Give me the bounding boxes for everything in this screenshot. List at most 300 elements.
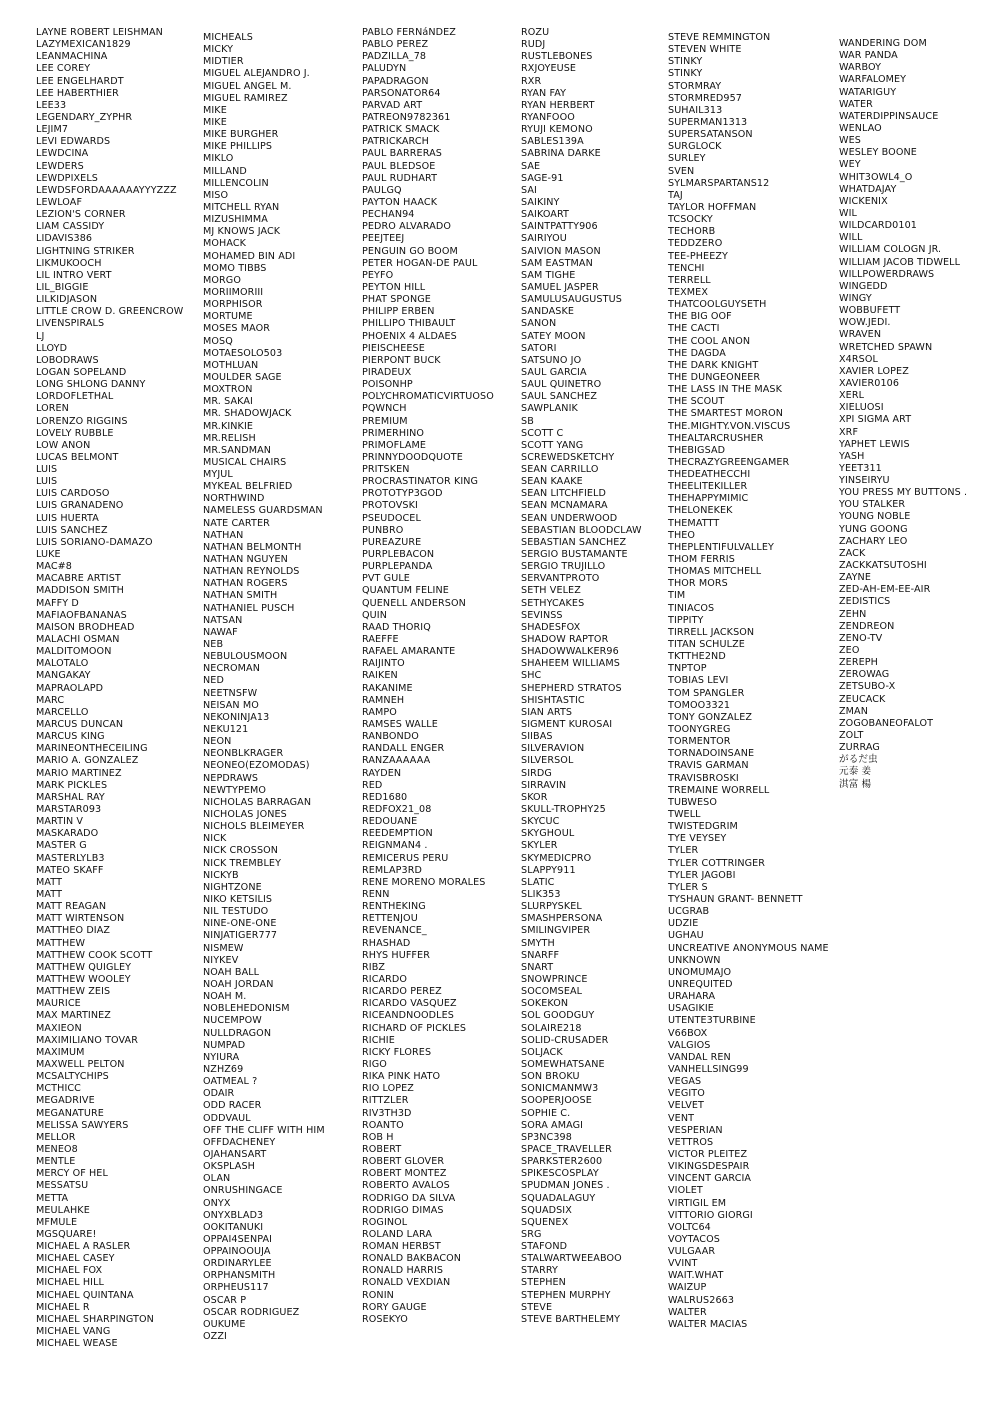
supporter-name: NIYKEV (203, 954, 239, 966)
supporter-name: ODDVAUL (203, 1112, 251, 1124)
supporter-name: LIKMUKOOCH (36, 257, 102, 269)
supporter-name: PAYTON HAACK (362, 196, 438, 208)
supporter-name: MILLAND (203, 165, 247, 177)
supporter-name: RAMNEH (362, 694, 405, 706)
supporter-name: RENN (362, 888, 390, 900)
supporter-name: MISO (203, 189, 229, 201)
supporter-name: MR.KINKIE (203, 420, 254, 432)
supporter-name: LUIS GRANADENO (36, 500, 124, 512)
supporter-name: SATEY MOON (521, 330, 586, 342)
supporter-name: ROBERT GLOVER (362, 1156, 445, 1168)
supporter-name: RAYDEN (362, 767, 402, 779)
supporter-name: MOHAMED BIN ADI (203, 250, 296, 262)
supporter-name: PHAT SPONGE (362, 294, 431, 306)
supporter-name: QUIN (362, 609, 387, 621)
supporter-name: TKTTHE2ND (668, 651, 726, 663)
supporter-name: NICK TREMBLEY (203, 857, 282, 869)
supporter-name: LUIS SANCHEZ (36, 524, 108, 536)
supporter-name: NEON (203, 736, 232, 748)
supporter-name: SABLES139A (521, 136, 584, 148)
supporter-name: THOMAS MITCHELL (668, 566, 762, 578)
supporter-name: PALUDYN (362, 63, 407, 75)
supporter-name: MATTHEW ZEIS (36, 986, 111, 998)
supporter-name: VANDAL REN (668, 1051, 731, 1063)
supporter-name: MALOTALO (36, 658, 89, 670)
supporter-name: SAI (521, 184, 537, 196)
supporter-name: MICKY (203, 44, 234, 56)
supporter-name: TORNADOINSANE (668, 748, 755, 760)
supporter-name: WIL (839, 207, 857, 219)
supporter-name: TIPPITY (668, 614, 704, 626)
supporter-name: ROBERTO AVALOS (362, 1180, 450, 1192)
supporter-name: NORTHWIND (203, 493, 265, 505)
supporter-name: WALTER MACIAS (668, 1318, 748, 1330)
supporter-name: PADZILLA_78 (362, 51, 427, 63)
supporter-name: LILKIDJASON (36, 294, 98, 306)
supporter-name: WAIZUP (668, 1282, 707, 1294)
supporter-name: NATHAN BELMONTH (203, 541, 302, 553)
supporter-name: MICHAEL R (36, 1301, 90, 1313)
supporter-name: LJ (36, 330, 45, 342)
supporter-name: NULLDRAGON (203, 1027, 272, 1039)
supporter-name: SEBASTIAN BLOODCLAW (521, 524, 642, 536)
supporter-name: PAUL BLEDSOE (362, 160, 436, 172)
supporter-name: MARIO MARTINEZ (36, 767, 122, 779)
supporter-name: RIV3TH3D (362, 1107, 412, 1119)
supporter-name: SURLEY (668, 153, 706, 165)
supporter-name: THECRAZYGREENGAMER (668, 456, 790, 468)
supporter-name: SNOWPRINCE (521, 973, 588, 985)
supporter-name: RAAD THORIQ (362, 621, 431, 633)
supporter-name: ZETSUBO-X (839, 681, 896, 693)
supporter-name: UCGRAB (668, 906, 710, 918)
supporter-name: WILDCARD0101 (839, 220, 917, 232)
supporter-name: SAWPLANIK (521, 403, 578, 415)
supporter-name: RYAN HERBERT (521, 99, 595, 111)
supporter-name: VVINT (668, 1258, 698, 1270)
supporter-name: PHILLIPO THIBAULT (362, 318, 456, 330)
supporter-name: MARK PICKLES (36, 779, 108, 791)
supporter-name: STALWARTWEEABOO (521, 1253, 622, 1265)
supporter-name: LOBODRAWS (36, 354, 99, 366)
supporter-name: XERL (839, 390, 865, 402)
supporter-name: THEDEATHECCHI (668, 469, 751, 481)
supporter-name: MIGUEL ALEJANDRO J. (203, 68, 310, 80)
supporter-name: SKOR (521, 791, 548, 803)
supporter-name: ROMAN HERBST (362, 1241, 441, 1253)
supporter-name: NAMELESS GUARDSMAN (203, 505, 323, 517)
supporter-name: TENCHI (668, 262, 705, 274)
supporter-name: MALACHI OSMAN (36, 634, 120, 646)
supporter-name: MIKE BURGHER (203, 129, 279, 141)
supporter-name: RICHIE (362, 1034, 395, 1046)
supporter-name: MEGADRIVE (36, 1095, 95, 1107)
supporter-name: REMICERUS PERU (362, 852, 449, 864)
supporter-name: TAYLOR HOFFMAN (668, 201, 757, 213)
supporter-name: ROB H (362, 1131, 394, 1143)
supporter-name: PETER HOGAN-DE PAUL (362, 257, 478, 269)
supporter-name: NICHOLAS JONES (203, 809, 287, 820)
supporter-name: VULGAAR (668, 1246, 716, 1258)
supporter-name: WILLIAM COLOGN JR. (839, 244, 942, 256)
supporter-name: ZACK (839, 547, 866, 559)
supporter-name: WENLAO (839, 122, 882, 134)
supporter-name: VOLTC64 (668, 1221, 711, 1233)
supporter-name: SEAN UNDERWOOD (521, 512, 618, 524)
supporter-name: X4RSOL (839, 353, 878, 365)
supporter-name: XRF (839, 426, 859, 438)
supporter-name: MAPRAOLAPD (36, 682, 104, 694)
supporter-name: ROSEKYO (362, 1313, 408, 1325)
supporter-name: TYLER COTTRINGER (668, 857, 766, 869)
supporter-name: LEZION'S CORNER (36, 209, 126, 221)
supporter-name: TEXMEX (668, 286, 709, 298)
supporter-name: OPPAI4SENPAI (203, 1233, 273, 1245)
supporter-name: LIL INTRO VERT (36, 269, 112, 281)
supporter-name: MARCELLO (36, 706, 89, 718)
supporter-name: PAUL BARRERAS (362, 148, 442, 160)
supporter-name: NIL TESTUDO (203, 906, 269, 918)
supporter-name: UNCREATIVE ANONYMOUS NAME (668, 942, 829, 954)
supporter-name: THE BIG OOF (668, 311, 732, 323)
supporter-name: LEANMACHINA (36, 51, 108, 63)
supporter-name: PIEISCHEESE (362, 342, 425, 354)
supporter-name: LEE33 (36, 99, 67, 111)
supporter-name: RHYS HUFFER (362, 949, 430, 961)
supporter-name: LEWLOAF (36, 196, 83, 208)
supporter-name: SERGIO BUSTAMANTE (521, 549, 628, 561)
supporter-name: NIKO KETSILIS (203, 893, 273, 905)
supporter-name: POLYCHROMATICVIRTUOSO (362, 391, 494, 403)
supporter-name: PAPADRAGON (362, 75, 429, 87)
supporter-name: SAIKOART (521, 209, 569, 221)
supporter-name: SAUL GARCIA (521, 366, 587, 378)
supporter-name: ZEUCACK (839, 693, 886, 705)
supporter-name: MCTHICC (36, 1083, 81, 1095)
supporter-name: THE SMARTEST MORON (668, 408, 784, 420)
supporter-name: TRAVISBROSKI (668, 772, 739, 784)
supporter-name: VEGAS (668, 1076, 702, 1088)
supporter-name: TEE-PHEEZY (668, 250, 729, 262)
supporter-name: THE DAGDA (668, 347, 726, 359)
supporter-name: LOVELY RUBBLE (36, 427, 114, 439)
supporter-name: RAMPO (362, 706, 397, 718)
supporter-name: ROBERT MONTEZ (362, 1168, 447, 1180)
supporter-name: MICHAEL SHARPINGTON (36, 1313, 154, 1325)
supporter-name: MGSQUARE! (36, 1228, 97, 1240)
supporter-name: MARC (36, 694, 65, 706)
supporter-name: SRG (521, 1228, 542, 1240)
supporter-name: MICHAEL FOX (36, 1265, 103, 1277)
name-column-5 (668, 32, 829, 1331)
supporter-name: SKYGHOUL (521, 828, 575, 840)
supporter-name: THE DUNGEONEER (668, 371, 761, 383)
supporter-name: STEVE BARTHELEMY (521, 1313, 621, 1325)
supporter-name: WRAVEN (839, 329, 882, 341)
supporter-name: RICKY FLORES (362, 1046, 432, 1058)
supporter-name: SHADOWWALKER96 (521, 646, 619, 658)
supporter-name: LEWDCINA (36, 148, 89, 160)
supporter-name: STORMRAY (668, 80, 722, 92)
supporter-name: SAINTPATTY906 (521, 221, 598, 233)
supporter-name: STEPHEN (521, 1277, 566, 1289)
supporter-name: RXJOYEUSE (521, 63, 577, 75)
supporter-name: RAKANIME (362, 682, 413, 694)
supporter-name: VIRTIGIL EM (668, 1197, 727, 1209)
supporter-name: STEPHEN MURPHY (521, 1289, 611, 1301)
supporter-name: SLATIC (521, 876, 555, 888)
supporter-name: LUIS (36, 476, 58, 488)
supporter-name: LORDOFLETHAL (36, 391, 114, 403)
supporter-name: WES (839, 135, 861, 147)
supporter-name: MATT REAGAN (36, 901, 107, 913)
supporter-name: SUHAIL313 (668, 104, 723, 116)
supporter-name: TWELL (668, 809, 701, 820)
supporter-name: MAX MARTINEZ (36, 1010, 111, 1022)
supporter-name: PURPLEBACON (362, 549, 435, 561)
supporter-name: NISMEW (203, 942, 244, 954)
supporter-name: OZZI (203, 1331, 227, 1343)
supporter-name: REIGNMAN4 . (362, 840, 428, 852)
supporter-name: ZENDREON (839, 620, 895, 632)
supporter-name: MARTIN V (36, 816, 84, 828)
supporter-name: SAIRIYOU (521, 233, 567, 245)
supporter-name: MICHAEL QUINTANA (36, 1289, 134, 1301)
supporter-name: MICHAEL VANG (36, 1326, 111, 1338)
supporter-name: YAPHET LEWIS (839, 438, 910, 450)
supporter-name: SAIKINY (521, 196, 560, 208)
supporter-name: NATHAN ROGERS (203, 578, 288, 590)
supporter-name: SLURPYSKEL (521, 901, 582, 913)
supporter-name: NECROMAN (203, 663, 260, 675)
supporter-name: NEISAN MO (203, 699, 259, 711)
supporter-name: NICHOLS BLEIMEYER (203, 821, 305, 833)
supporter-name: MORIIMORIII (203, 286, 264, 298)
supporter-name: MEGANATURE (36, 1107, 104, 1119)
supporter-name: STINKY (668, 68, 703, 80)
supporter-name: RONALD HARRIS (362, 1265, 444, 1277)
supporter-name: POISONHP (362, 379, 413, 391)
supporter-name: SAIVION MASON (521, 245, 601, 257)
supporter-name: MIZUSHIMMA (203, 214, 268, 226)
supporter-name: SILVERSOL (521, 755, 574, 767)
supporter-name: THE SCOUT (668, 396, 725, 408)
supporter-name: ZAYNE (839, 572, 871, 584)
supporter-name: MERCY OF HEL (36, 1168, 108, 1180)
supporter-name: PATRICK SMACK (362, 124, 440, 136)
supporter-name: NEKU121 (203, 724, 249, 736)
supporter-name: TOONYGREG (668, 724, 731, 736)
supporter-name: REMLAP3RD (362, 864, 422, 876)
supporter-name: WILLIAM JACOB TIDWELL (839, 256, 961, 268)
supporter-name: WATERDIPPINSAUCE (839, 110, 939, 122)
supporter-name: OKSPLASH (203, 1161, 255, 1173)
supporter-name: RODRIGO DA SILVA (362, 1192, 456, 1204)
supporter-name: PROCRASTINATOR KING (362, 476, 479, 488)
supporter-name: LIAM CASSIDY (36, 221, 105, 233)
supporter-name: NOAH BALL (203, 966, 260, 978)
supporter-name: OFFDACHENEY (203, 1136, 276, 1148)
supporter-name: TINIACOS (668, 602, 715, 614)
supporter-name: SKULL-TROPHY25 (521, 804, 606, 815)
supporter-name: STAFOND (521, 1241, 568, 1253)
supporter-name: THATCOOLGUYSETH (668, 299, 767, 311)
supporter-name: MAXIMILIANO TOVAR (36, 1034, 138, 1046)
supporter-name: LUIS HUERTA (36, 512, 99, 524)
supporter-name: STARRY (521, 1265, 558, 1277)
supporter-name: PENGUIN GO BOOM (362, 245, 458, 257)
supporter-name: PRIMOFLAME (362, 439, 427, 451)
supporter-name: RED1680 (362, 791, 408, 803)
supporter-name: SOLID-CRUSADER (521, 1034, 609, 1046)
supporter-name: ZURRAG (839, 742, 880, 754)
supporter-name: MOTHLUAN (203, 359, 259, 371)
supporter-name: SHADOW RAPTOR (521, 634, 609, 646)
supporter-name: MJ KNOWS JACK (203, 226, 281, 238)
supporter-name: ZENO-TV (839, 632, 883, 644)
supporter-name: REVENANCE_ (362, 925, 427, 937)
supporter-name: VESPERIAN (668, 1124, 723, 1136)
supporter-name: SQUENEX (521, 1216, 569, 1228)
supporter-name: LEVI EDWARDS (36, 136, 111, 148)
supporter-name: PRITSKEN (362, 464, 410, 476)
supporter-name: SPIKESCOSPLAY (521, 1168, 599, 1180)
supporter-name: がるだ虫 (839, 754, 878, 766)
supporter-name: TAJ (668, 189, 683, 201)
supporter-name: ROLAND LARA (362, 1228, 433, 1240)
supporter-name: MAXIMUM (36, 1046, 85, 1058)
supporter-name: NATHAN SMITH (203, 590, 278, 602)
supporter-name: MESSATSU (36, 1180, 89, 1192)
supporter-name: THOM FERRIS (668, 554, 735, 566)
supporter-name: RAFAEL AMARANTE (362, 646, 456, 658)
supporter-name: LAYNE ROBERT LEISHMAN (36, 27, 163, 38)
supporter-name: MIGUEL ANGEL M. (203, 80, 292, 92)
supporter-name: MR.RELISH (203, 432, 256, 444)
supporter-name: VICTOR PLEITEZ (668, 1148, 748, 1160)
name-column-4 (521, 27, 642, 1326)
supporter-name: QUENELL ANDERSON (362, 597, 466, 609)
supporter-name: NOBLEHEDONISM (203, 1003, 290, 1015)
supporter-name: LONG SHLONG DANNY (36, 379, 146, 391)
supporter-name: SAUL QUINETRO (521, 379, 602, 391)
supporter-name: TREMAINE WORRELL (668, 784, 770, 796)
supporter-name: V66BOX (668, 1027, 708, 1039)
supporter-name: TONY GONZALEZ (668, 711, 753, 723)
supporter-name: LORENZO RIGGINS (36, 415, 128, 427)
supporter-name: LEWDPIXELS (36, 172, 98, 184)
supporter-name: RYUJI KEMONO (521, 124, 593, 136)
supporter-name: SUPERMAN1313 (668, 116, 748, 128)
name-column-3 (362, 27, 494, 1326)
supporter-name: MARIO A. GONZALEZ (36, 755, 139, 767)
supporter-name: SAUL SANCHEZ (521, 391, 598, 403)
supporter-name: SCOTT C (521, 427, 564, 439)
supporter-name: RENTHEKING (362, 901, 426, 913)
supporter-name: SLIK353 (521, 888, 561, 900)
supporter-name: MADDISON SMITH (36, 585, 124, 597)
supporter-name: PAULGQ (362, 184, 402, 196)
supporter-name: MEULAHKE (36, 1204, 90, 1216)
supporter-name: PHILIPP ERBEN (362, 306, 435, 318)
supporter-name: MATTHEW QUIGLEY (36, 961, 132, 973)
supporter-name: SPARKSTER2600 (521, 1156, 603, 1168)
supporter-name: MELLOR (36, 1131, 76, 1143)
supporter-name: MAFIAOFBANANAS (36, 609, 127, 621)
supporter-name: NICK (203, 833, 227, 845)
supporter-name: OPPAINOOUJA (203, 1246, 271, 1258)
supporter-name: SLAPPY911 (521, 864, 576, 876)
supporter-name: RICARDO VASQUEZ (362, 998, 457, 1010)
supporter-name: REEDEMPTION (362, 828, 433, 840)
supporter-name: TIRRELL JACKSON (668, 626, 755, 638)
supporter-name: WARFALOMEY (839, 74, 907, 86)
supporter-name: RED (362, 779, 383, 791)
supporter-name: MR.SANDMAN (203, 444, 272, 456)
supporter-name: NZHZ69 (203, 1063, 244, 1075)
supporter-name: VITTORIO GIORGI (668, 1209, 753, 1221)
supporter-name: SORA AMAGI (521, 1119, 584, 1131)
supporter-name: THE COOL ANON (668, 335, 751, 347)
supporter-name: MITCHELL RYAN (203, 201, 280, 213)
supporter-name: LAZYMEXICAN1829 (36, 39, 131, 51)
supporter-name: LUCAS BELMONT (36, 451, 119, 463)
supporter-name: RICHARD OF PICKLES (362, 1022, 467, 1034)
supporter-name: ZEREPH (839, 657, 878, 669)
supporter-name: SETHYCAKES (521, 597, 585, 609)
supporter-name: ROANTO (362, 1119, 404, 1131)
supporter-name: SOMEWHATSANE (521, 1058, 605, 1070)
supporter-name: MICHAEL A RASLER (36, 1241, 131, 1253)
supporter-name: NATHAN (203, 529, 244, 541)
supporter-name: LEJIM7 (36, 124, 69, 136)
supporter-name: OJAHANSART (203, 1148, 267, 1160)
supporter-name: NEB (203, 639, 224, 651)
supporter-name: WOBBUFETT (839, 305, 901, 317)
supporter-name: PEYTON HILL (362, 281, 426, 293)
supporter-name: MASTER G (36, 840, 87, 852)
supporter-name: NATHAN NGUYEN (203, 554, 288, 566)
supporter-name: SIAN ARTS (521, 706, 573, 718)
supporter-name: UNREQUITED (668, 978, 733, 990)
supporter-name: SQUADSIX (521, 1204, 572, 1216)
supporter-name: TYE VEYSEY (668, 833, 727, 845)
supporter-name: STINKY (668, 56, 703, 68)
supporter-name: THEBIGSAD (668, 444, 726, 456)
supporter-name: ZED-AH-EM-EE-AIR (839, 584, 931, 596)
supporter-name: PIRADEUX (362, 366, 412, 378)
supporter-name: WATER (839, 98, 873, 110)
supporter-name: ZMAN (839, 705, 868, 717)
supporter-name: ZOGOBANEOFALOT (839, 717, 934, 729)
supporter-name: VANHELLSING99 (668, 1063, 749, 1075)
supporter-name: TUBWESO (668, 796, 718, 808)
supporter-name: QUANTUM FELINE (362, 585, 449, 597)
supporter-name: MOXTRON (203, 384, 253, 396)
supporter-name: NICHOLAS BARRAGAN (203, 796, 312, 808)
supporter-name: UTENTE3TURBINE (668, 1015, 756, 1027)
supporter-name: TYLER JAGOBI (668, 869, 736, 881)
supporter-name: ORPHEUS117 (203, 1282, 269, 1294)
supporter-name: ODD RACER (203, 1100, 262, 1112)
supporter-name: MAISON BRODHEAD (36, 621, 135, 633)
supporter-name: NEONBLKRAGER (203, 748, 284, 760)
supporter-name: LOW ANON (36, 439, 91, 451)
supporter-name: SOLAIRE218 (521, 1022, 582, 1034)
supporter-name: SKYMEDICPRO (521, 852, 592, 864)
supporter-name: STEVE REMMINGTON (668, 32, 771, 43)
supporter-name: SAMULUSAUGUSTUS (521, 294, 622, 306)
